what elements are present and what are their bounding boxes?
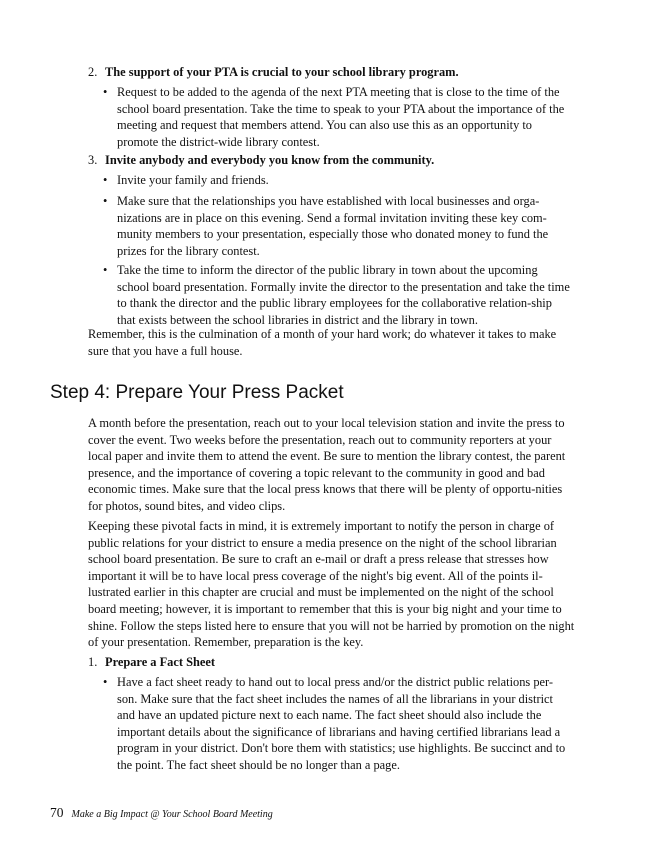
bullet-text: Invite your family and friends. xyxy=(117,173,269,187)
bullet-text: Make sure that the relationships you have established with local businesses and orga-nizations are in place on this evening. Send a formal invitation inviting these key com-munity members to your presentation, especially those who donated money to fund the prizes for the library contest. xyxy=(117,194,549,258)
list-number: 3. xyxy=(88,153,98,167)
list-number: 2. xyxy=(88,65,98,79)
remember-paragraph: Remember, this is the culmination of a month of your hard work; do whatever it takes to make sure that you have a full house. xyxy=(88,327,557,358)
bullet-dot: • xyxy=(103,675,108,689)
list-item-3 xyxy=(88,152,570,169)
page-number: 70 xyxy=(50,805,64,820)
bullet-item xyxy=(103,262,573,328)
bullet-text: Take the time to inform the director of the public library in town about the upcoming school board presentation. Formally invite the director to the presentation and take the time to thank the director and the public library employees for the collaborative relation-ship that exists between the school libraries in district and the library in town. xyxy=(117,263,570,327)
body-paragraph-2: Keeping these pivotal facts in mind, it is extremely important to notify the person in charge of public relations for your district to ensure a media presence on the night of the school librarian school board presentation. Be sure to craft an e-mail or draft a press release that stresses how important it will be to have local press coverage of the night's big event. All of the points il-lustrated earlier in this chapter are crucial and must be implemented on the night of the school board meeting; however, it is important to remember that this is your big night and your time to shine. Follow the steps listed here to ensure that you will not be harried by promotion on the night of your presentation. Remember, preparation is the key. xyxy=(88,519,575,650)
bullet-dot: • xyxy=(103,194,108,208)
running-footer-title: Make a Big Impact @ Your School Board Meeting xyxy=(71,809,273,820)
bullet-dot: • xyxy=(103,85,108,99)
bullet-text: Request to be added to the agenda of the next PTA meeting that is close to the time of the school board presentation. Take the time to speak to your PTA about the importance of the meeting and request that members attend. You can also use this as an opportunity to promote the district-wide library contest. xyxy=(117,85,565,149)
body-paragraph-1: A month before the presentation, reach out to your local television station and invite the press to cover the event. Two weeks before the presentation, reach out to community reporters at your local paper and invite them to attend the event. Be sure to mention the library contest, the parent presence, and the importance of covering a topic relevant to the community in good and bad economic times. Make sure that the local press knows that there will be plenty of opportu-nities for photos, sound bites, and video clips. xyxy=(88,416,566,513)
bullet-item xyxy=(103,674,573,774)
list-item-title: The support of your PTA is crucial to your school library program. xyxy=(105,65,459,79)
page-footer xyxy=(50,805,273,821)
bullet-item xyxy=(103,193,573,259)
list-item-1 xyxy=(88,654,570,671)
section-heading: Step 4: Prepare Your Press Packet xyxy=(50,382,344,403)
list-item-title: Prepare a Fact Sheet xyxy=(105,655,215,669)
bullet-text: Have a fact sheet ready to hand out to local press and/or the district public relations per-son. Make sure that the fact sheet includes the names of all the librarians in your district and have an updated picture next to each name. The fact sheet should also include the important details about the significance of librarians and having certified librarians lead a program in your district. Don't bore them with statistics; use highlights. Be succinct and to the point. The fact sheet should be no longer than a page. xyxy=(117,675,566,772)
list-item-title: Invite anybody and everybody you know from the community. xyxy=(105,153,435,167)
bullet-item xyxy=(103,84,573,150)
bullet-dot: • xyxy=(103,263,108,277)
list-item-2 xyxy=(88,64,570,81)
bullet-dot: • xyxy=(103,173,108,187)
bullet-item xyxy=(103,172,573,189)
list-number: 1. xyxy=(88,655,98,669)
